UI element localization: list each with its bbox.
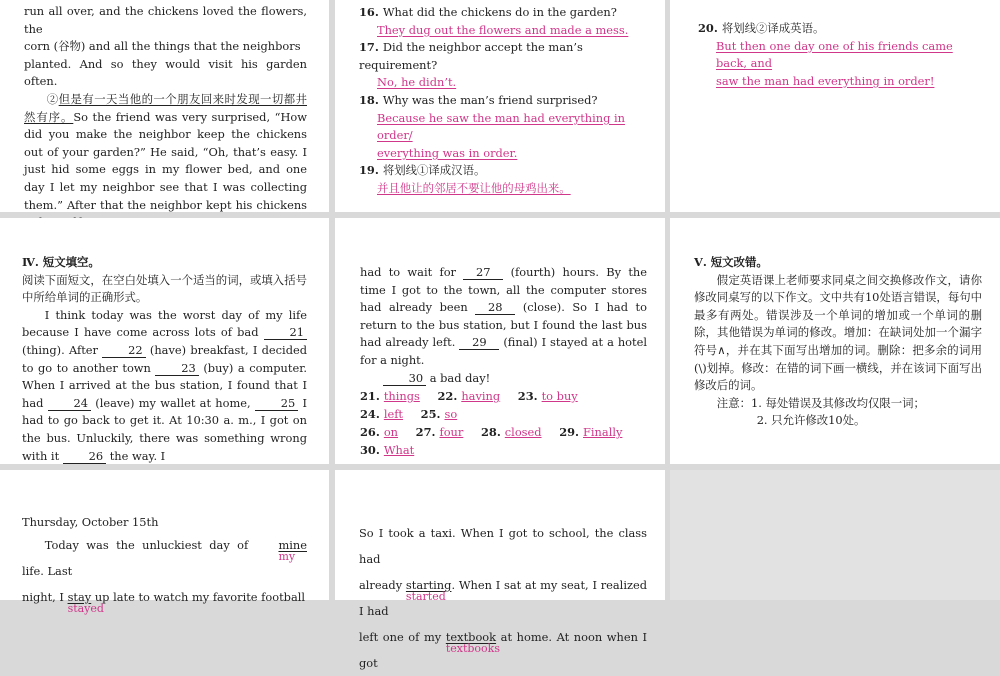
answer-27: four <box>439 425 464 440</box>
question-16: 16. What did the chickens do in the garden? They dug out the flowers and made a mess. <box>359 4 647 39</box>
blank-22: 22 <box>102 344 145 358</box>
question-18: 18. Why was the man’s friend surprised? Because he saw the man had everything in order/ everything was in order. <box>359 92 647 162</box>
blank-24: 24 <box>48 397 91 411</box>
answer-28: closed <box>504 425 542 440</box>
blank-25: 25 <box>255 397 298 411</box>
answer-20-cont: saw the man had everything in order! <box>716 73 935 88</box>
answer-21: things <box>383 389 420 404</box>
diary-line: left one of my textbook textbooks at home. At noon when I got <box>359 624 647 676</box>
question-19: 19. 将划线①译成汉语。 并且他让的邻居不要让他的母鸡出来。 <box>359 162 647 197</box>
answer-23: to buy <box>541 389 578 404</box>
cloze-passage-end: 30 a bad day! <box>360 370 647 388</box>
answer-22: having <box>461 389 501 404</box>
diary-continued-panel <box>335 470 665 670</box>
note-2: 2. 只允许修改10处。 <box>756 413 866 428</box>
error-correction-panel <box>670 218 1000 464</box>
passage-line: planted. And so they would visit his garden often. <box>24 56 307 89</box>
section-instructions: 假定英语课上老师要求同桌之间交换修改作文，请你修改同桌写的以下作文。文中共有10处语言错误，每句中最多有两处。错误涉及一个单词的增加或一个单词的删除，其他错误为单词的修改。增加：在缺词处加一个漏字符号∧，并在其下面写出增加的词。删除：把多余的词用(\)划掉。修改：在错的词下画一横线，并在该词下面写出修改后的词。 <box>694 272 982 393</box>
question-20-panel <box>670 0 1000 212</box>
answer-key-row-2: 26. on 27. four 28. closed 29. Finally 30. What <box>360 425 623 457</box>
answer-30: What <box>383 442 415 457</box>
passage-line: corn (谷物) and all the things that the neighbors <box>24 39 301 54</box>
section-title: Ⅳ. 短文填空。 <box>22 255 100 269</box>
correction-3: starting started <box>405 578 452 603</box>
answer-18-cont: everything was in order. <box>377 145 518 160</box>
answer-18: Because he saw the man had everything in order/ <box>377 110 625 143</box>
blank-26: 26 <box>63 450 106 464</box>
diary-line: Today was the unluckiest day of mine my life. Last <box>22 532 307 584</box>
question-17: 17. Did the neighbor accept the man’s requirement? No, he didn’t. <box>359 39 647 92</box>
underlined-sentence-2: 但是有一天当他的一个朋友回来时发现一切都井然有序。 <box>24 91 307 124</box>
diary-line: night, I stay stayed up late to watch my favorite football <box>22 584 307 610</box>
cloze-passage-cont: had to wait for 27 (fourth) hours. By the time I got to the town, all the computer stores had already been 28 (close). So I had to return to the bus station, but I found the last bus had already left. 29 (final) I stayed at a hotel for a night. <box>360 265 648 367</box>
diary-line: already starting started . When I sat at my seat, I realized I had <box>359 572 647 624</box>
blank-30: 30 <box>383 372 426 386</box>
answer-16: They dug out the flowers and made a mess. <box>377 22 629 37</box>
section-instructions: 阅读下面短文，在空白处填入一个适当的词，或填入括号中所给单词的正确形式。 <box>22 272 307 305</box>
note-1: 注意：1. 每处错误及其修改均仅限一词； <box>716 395 925 410</box>
section-title: Ⅴ. 短文改错。 <box>694 255 768 269</box>
correction-2: stay stayed <box>67 589 104 615</box>
cloze-continued-panel <box>335 218 665 464</box>
passage-line: run all over, and the chickens loved the flowers, the <box>24 4 307 36</box>
blank-28: 28 <box>475 301 515 315</box>
questions-panel <box>335 0 665 212</box>
correction-1: mine my <box>278 537 307 563</box>
answer-key-row-1: 21. things 22. having 23. to buy 24. left 25. so <box>360 389 578 421</box>
answer-17: No, he didn’t. <box>377 75 457 90</box>
diary-line: So I took a taxi. When I got to school, the class had <box>359 526 647 566</box>
answer-19: 并且他让的邻居不要让他的母鸡出来。 <box>377 180 571 195</box>
passage-paragraph: ②但是有一天当他的一个朋友回来时发现一切都井然有序。So the friend was very surprised, “How did you make the neighbor keep the chickens out of your garden?” He said, “Oh, that’s easy. I just hid some eggs in my flower bed, and one day I let my neighbor see that I was collecting them.” After that the neighbor kept his chickens <box>24 91 307 212</box>
answer-26: on <box>383 425 399 440</box>
cloze-passage: I think today was the worst day of my life because I have come across lots of bad 21 (thing). After 22 (have) breakfast, I decided to go to another town 23 (buy) a computer. When I arrived at the bus station, I found that I had 24 (leave) my wallet at home, 25 I had to go back to get it. At 10:30 a. m., I got on the bus. Unluckily, there was something wrong with it 26 the way. I <box>22 307 308 463</box>
answer-29: Finally <box>583 425 623 440</box>
correction-4: textbook textbooks <box>445 630 500 655</box>
diary-date: Thursday, October 15th <box>22 515 159 529</box>
diary-passage-panel <box>0 470 329 615</box>
blank-29: 29 <box>459 336 499 350</box>
blank-27: 27 <box>463 266 503 280</box>
answer-25: so <box>444 406 458 421</box>
cloze-section-panel <box>0 218 329 464</box>
answer-20: But then one day one of his friends came back, and <box>716 38 953 71</box>
reading-passage-panel <box>0 0 329 212</box>
blank-23: 23 <box>155 362 198 376</box>
question-20: 20. 将划线②译成英语。 But then one day one of his friends came back, and saw the man had everything in order! <box>698 20 982 90</box>
empty-panel <box>670 470 1000 600</box>
answer-24: left <box>383 406 404 421</box>
blank-21: 21 <box>264 326 307 340</box>
